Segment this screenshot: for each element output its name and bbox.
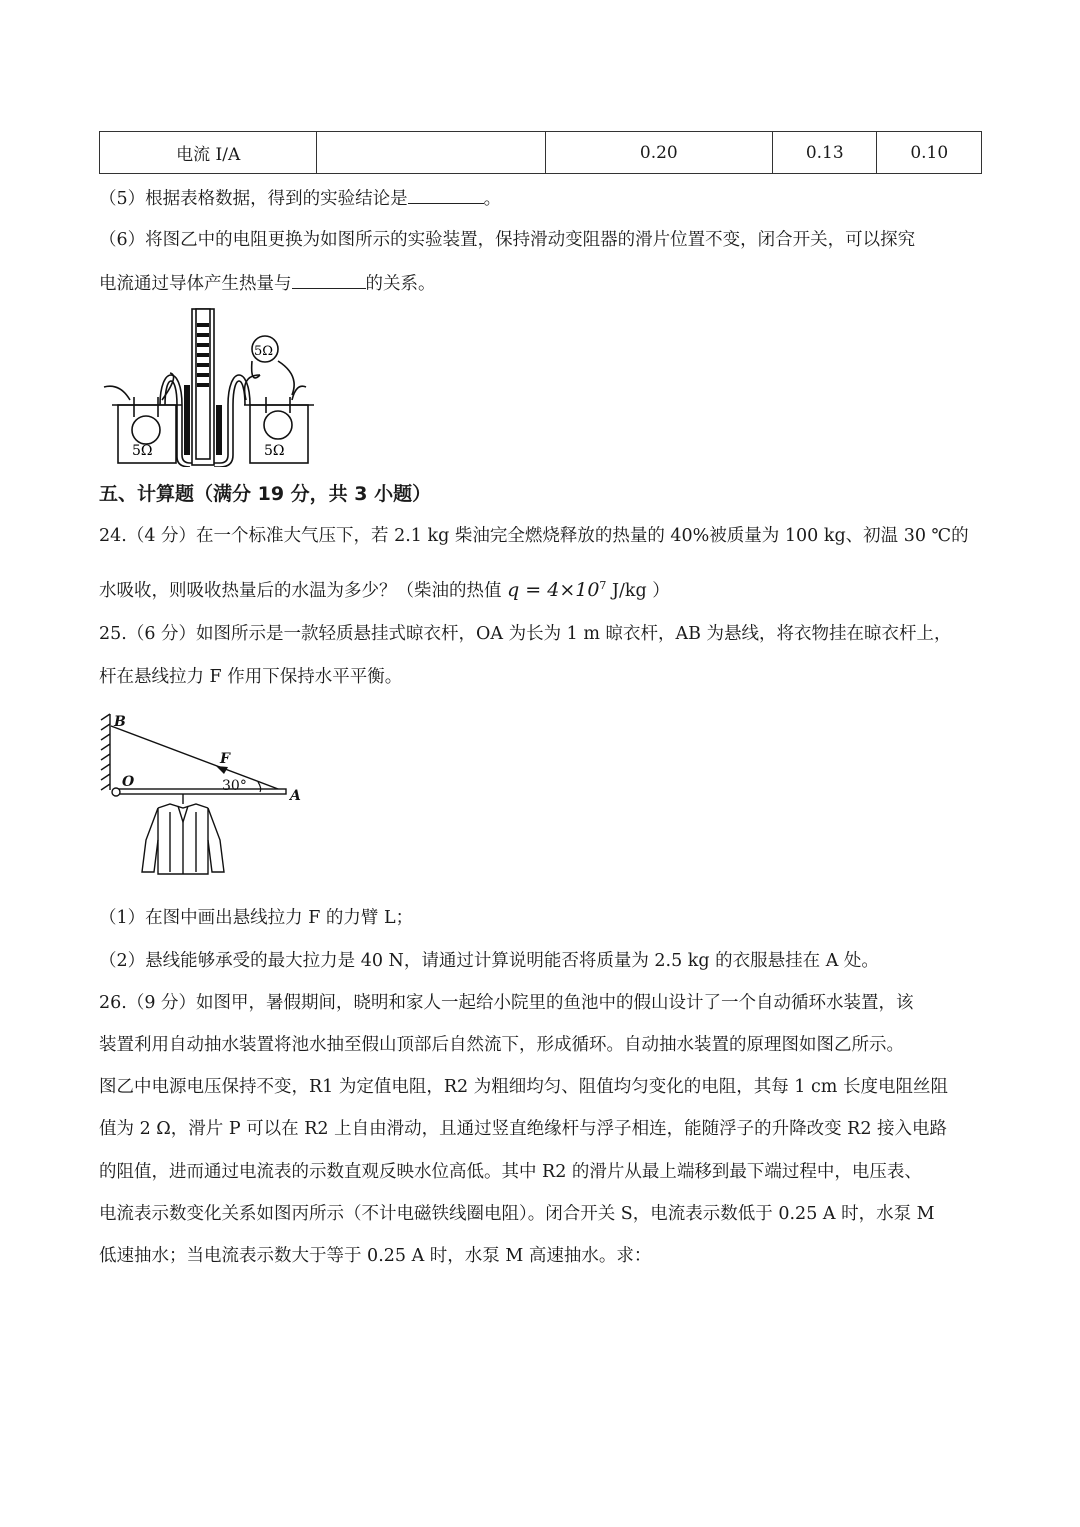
question-24-text: 水吸收，则吸收热量后的水温为多少？（柴油的热值 — [99, 580, 508, 601]
answer-blank — [408, 185, 484, 204]
question-26-line5: 的阻值，进而通过电流表的示数直观反映水位高低。其中 R2 的滑片从最上端移到最下端过程中，电压表、 — [99, 1162, 922, 1182]
left-resistor-label: 5Ω — [132, 443, 153, 459]
question-5 — [99, 185, 501, 211]
clothes-rack-figure — [98, 712, 310, 880]
shirt — [142, 794, 224, 874]
right-resistor-coil — [264, 411, 292, 439]
heat-value-formula: q = 4×10 — [507, 578, 600, 601]
question-26-line2: 装置利用自动抽水装置将池水抽至假山顶部后自然流下，形成循环。自动抽水装置的原理图如图乙所示。 — [99, 1035, 904, 1055]
top-resistor-label: 5Ω — [254, 344, 274, 359]
question-5-end: 。 — [483, 189, 502, 209]
question-25-sub2: （2）悬线能够承受的最大拉力是 40 N，请通过计算说明能否将质量为 2.5 kg 的衣服悬挂在 A 处。 — [99, 951, 879, 971]
question-25-line1: 25.（6 分）如图所示是一款轻质悬挂式晾衣杆，OA 为长为 1 m 晾衣杆，AB 为悬线，将衣物挂在晾衣杆上， — [99, 624, 952, 644]
heat-experiment-figure — [100, 305, 315, 467]
question-24-line2 — [99, 574, 670, 603]
question-25-line2: 杆在悬线拉力 F 作用下保持水平平衡。 — [99, 667, 403, 687]
question-6-text: 电流通过导体产生热量与 — [99, 274, 292, 294]
question-26-line3: 图乙中电源电压保持不变，R1 为定值电阻，R2 为粗细均匀、阻值均匀变化的电阻，其每 1 cm 长度电阻丝阻 — [99, 1077, 948, 1097]
table-cell: 0.10 — [877, 132, 982, 174]
right-resistor-label: 5Ω — [264, 443, 285, 459]
label-o: O — [122, 774, 135, 790]
data-table — [99, 131, 982, 174]
wall — [101, 714, 110, 790]
question-26-line1: 26.（9 分）如图甲，暑假期间，晓明和家人一起给小院里的鱼池中的假山设计了一个自动循环水装置，该 — [99, 993, 914, 1013]
question-26-line4: 值为 2 Ω，滑片 P 可以在 R2 上自由滑动，且通过竖直绝缘杆与浮子相连，能随浮子的升降改变 R2 接入电路 — [99, 1119, 948, 1139]
question-6-end: 的关系。 — [365, 274, 436, 294]
left-resistor-coil — [132, 416, 160, 444]
force-arrow — [216, 766, 228, 774]
string-ab — [111, 726, 286, 792]
question-5-text: （5）根据表格数据，得到的实验结论是 — [99, 189, 408, 209]
question-6-line2 — [99, 270, 436, 296]
table-cell: 0.13 — [773, 132, 877, 174]
label-f: F — [220, 751, 230, 767]
question-26-line7: 低速抽水；当电流表示数大于等于 0.25 A 时，水泵 M 高速抽水。求： — [99, 1246, 652, 1266]
label-a: A — [290, 788, 301, 804]
question-24-line1: 24.（4 分）在一个标准大气压下，若 2.1 kg 柴油完全燃烧释放的热量的 40%被质量为 100 kg、初温 30 ℃的 — [99, 526, 969, 546]
question-26-line6: 电流表示数变化关系如图丙所示（不计电磁铁线圈电阻）。闭合开关 S，电流表示数低于 0.25 A 时，水泵 M — [99, 1204, 935, 1224]
question-25-sub1: （1）在图中画出悬线拉力 F 的力臂 L； — [99, 908, 414, 928]
table-row — [100, 132, 982, 174]
heat-value-exponent: 7 — [599, 579, 607, 592]
angle-label: 30° — [222, 778, 247, 794]
label-b: B — [114, 714, 126, 730]
question-6-line1: （6）将图乙中的电阻更换为如图所示的实验装置，保持滑动变阻器的滑片位置不变，闭合开关，可以探究 — [99, 230, 916, 250]
pivot-o — [112, 788, 120, 796]
section-title: 五、计算题（满分 19 分，共 3 小题） — [99, 483, 432, 505]
question-24-end: J/kg ） — [606, 580, 670, 601]
answer-blank — [292, 270, 366, 289]
table-cell — [317, 132, 545, 174]
table-row-label: 电流 I/A — [100, 132, 317, 174]
table-cell: 0.20 — [545, 132, 772, 174]
